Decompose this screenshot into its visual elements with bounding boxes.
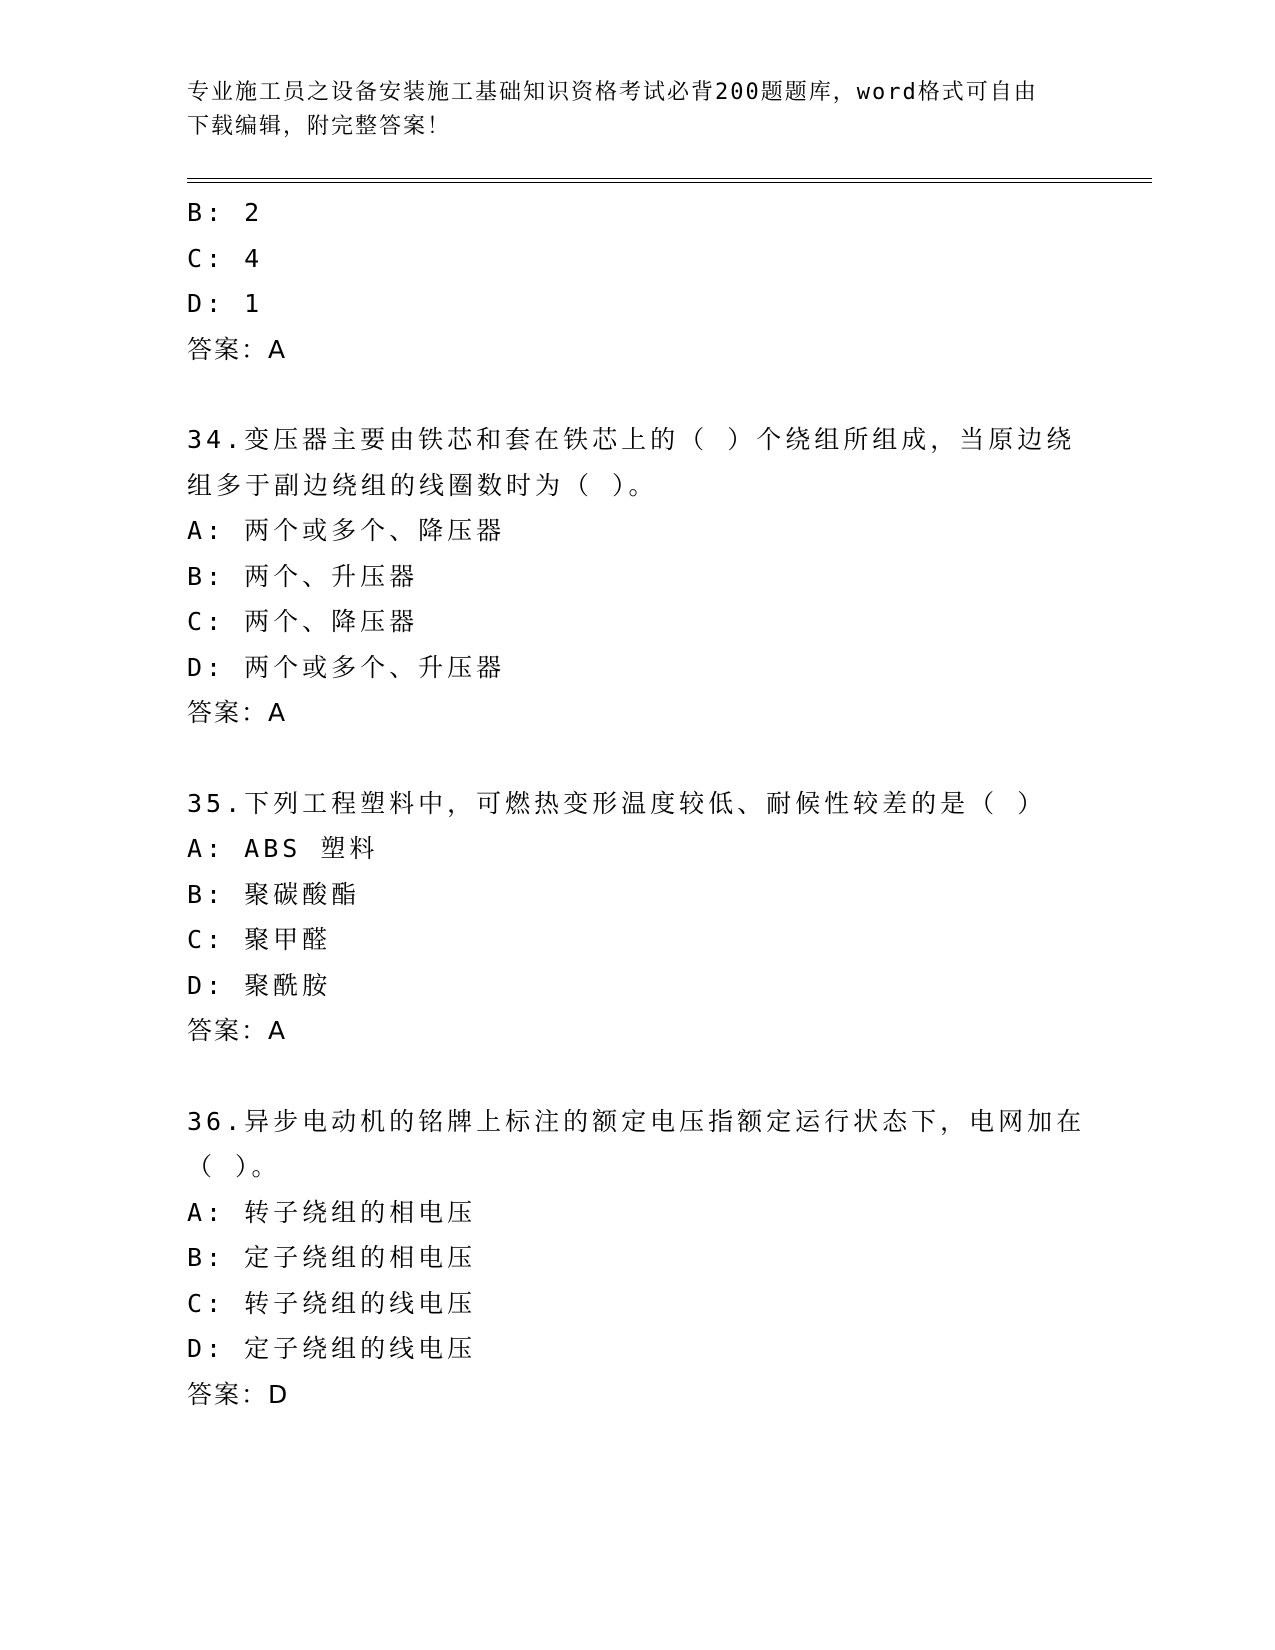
header-line-1: 专业施工员之设备安装施工基础知识资格考试必背200题题库，word格式可自由 [187, 80, 1038, 105]
option-d: D: 聚酰胺 [187, 970, 332, 1000]
option-d: D: 1 [187, 289, 264, 318]
option-c: C: 聚甲醛 [187, 925, 332, 954]
option-b: B: 2 [187, 198, 264, 227]
answer-line: 答案：D [187, 1379, 290, 1409]
option-d: D: 两个或多个、升压器 [187, 652, 506, 682]
question-36 [187, 1099, 1086, 1418]
answer-line: 答案：A [187, 334, 288, 364]
option-a: A: ABS 塑料 [187, 834, 379, 863]
header-line-2: 下载编辑，附完整答案！ [187, 114, 452, 139]
question-stem-line: 34.变压器主要由铁芯和套在铁芯上的（ ）个绕组所组成，当原边绕 [187, 425, 1076, 454]
question-35 [187, 781, 1067, 1054]
option-a: A: 两个或多个、降压器 [187, 516, 506, 545]
question-33-continued [187, 190, 1067, 372]
question-stem-line: 36.异步电动机的铭牌上标注的额定电压指额定运行状态下，电网加在 [187, 1106, 1086, 1136]
option-b: B: 定子绕组的相电压 [187, 1243, 477, 1272]
option-c: C: 两个、降压器 [187, 607, 419, 636]
option-a: A: 转子绕组的相电压 [187, 1197, 477, 1227]
question-list [187, 190, 1086, 1417]
document-header [187, 76, 1067, 144]
answer-line: 答案：A [187, 698, 288, 727]
option-d: D: 定子绕组的线电压 [187, 1334, 477, 1363]
question-stem-line: 组多于副边绕组的线圈数时为（ ）。 [187, 470, 658, 500]
option-b: B: 聚碳酸酯 [187, 879, 361, 909]
question-34 [187, 417, 1076, 736]
answer-line: 答案：A [187, 1016, 288, 1045]
question-stem-line: （ ）。 [187, 1152, 281, 1181]
option-c: C: 转子绕组的线电压 [187, 1288, 477, 1318]
header-divider [187, 178, 1152, 183]
question-stem-line: 35.下列工程塑料中，可燃热变形温度较低、耐候性较差的是（ ） [187, 788, 1047, 818]
option-c: C: 4 [187, 243, 264, 273]
option-b: B: 两个、升压器 [187, 561, 419, 591]
